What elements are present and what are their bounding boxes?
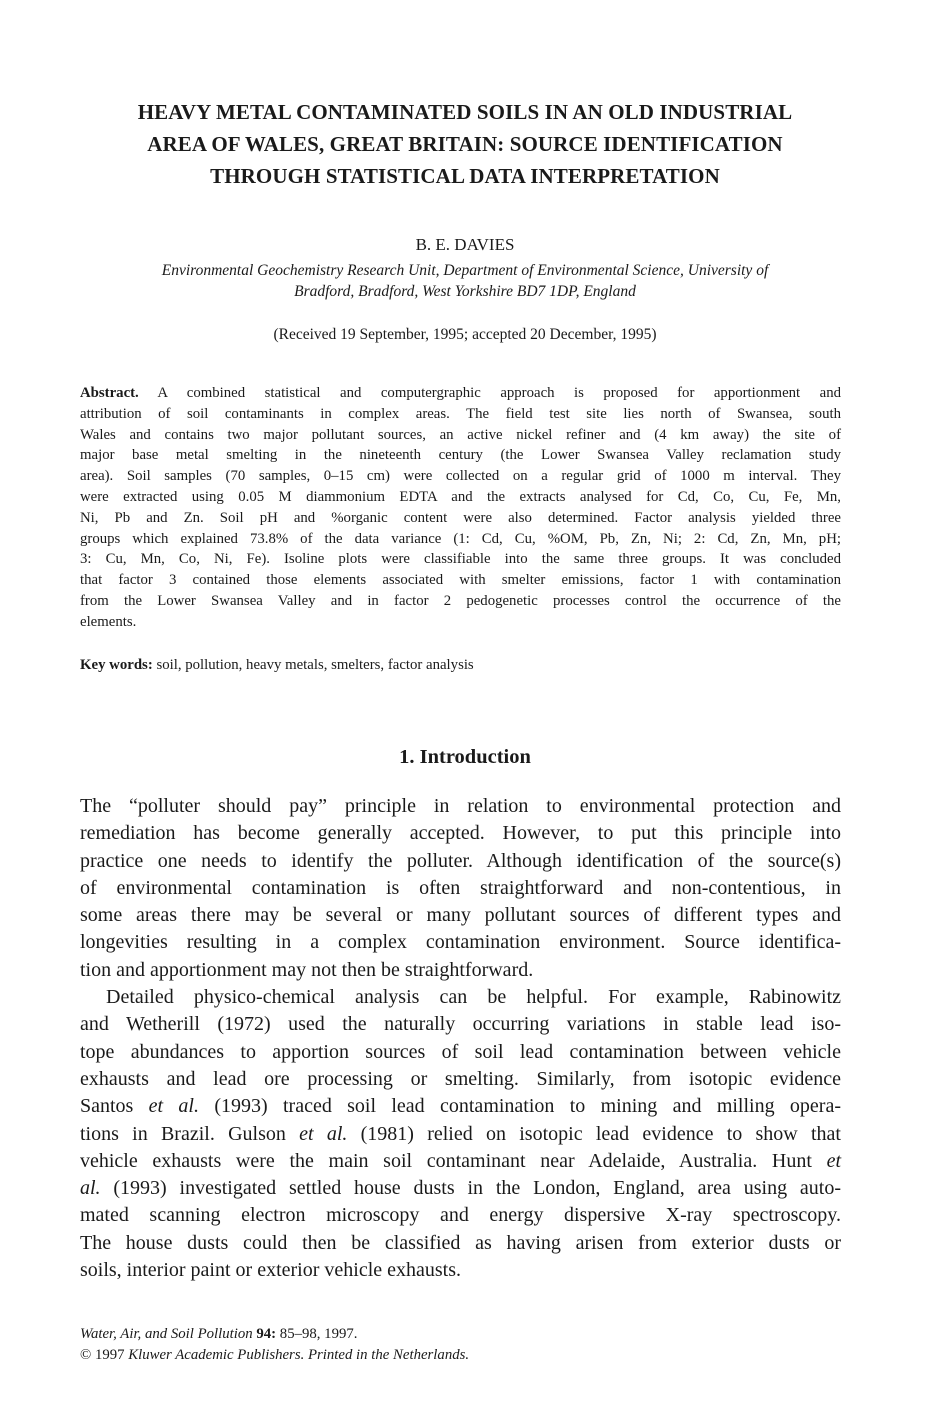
citation-al: al. — [80, 1177, 101, 1200]
keywords — [80, 655, 841, 675]
copyright-line — [80, 1345, 780, 1366]
citation-et: et — [826, 1149, 841, 1172]
received-dates: (Received 19 September, 1995; accepted 20 December, 1995) — [273, 326, 657, 343]
abstract — [80, 383, 841, 633]
abstract-line: were extracted using 0.05 M diammonium EDTA and the extracts analysed for Cd, Co, Cu, Fe, Mn, — [80, 488, 841, 505]
citation-etal: et al. — [299, 1122, 348, 1145]
text-run: vehicle exhausts were the main soil contaminant near Adelaide, Australia. Hunt — [80, 1149, 827, 1172]
paragraph-line — [80, 1148, 841, 1175]
text-run: (1993) traced soil lead contamination to mining and milling opera- — [199, 1095, 842, 1118]
journal-name: Water, Air, and Soil Pollution — [80, 1326, 253, 1342]
abstract-line: Wales and contains two major pollutant sources, an active nickel refiner and (4 km away) the site of — [80, 426, 841, 443]
title-line: THROUGH STATISTICAL DATA INTERPRETATION — [210, 164, 720, 188]
title-line: AREA OF WALES, GREAT BRITAIN: SOURCE IDENTIFICATION — [147, 132, 783, 156]
title-line: HEAVY METAL CONTAMINATED SOILS IN AN OLD INDUSTRIAL — [137, 100, 793, 124]
paragraph-line — [80, 1093, 841, 1120]
abstract-line: groups which explained 73.8% of the data variance (1: Cd, Cu, %OM, Pb, Zn, Ni; 2: Cd, Zn, Mn, pH; — [80, 530, 841, 547]
keywords-text: soil, pollution, heavy metals, smelters, factor analysis — [152, 657, 474, 673]
text-run: (1981) relied on isotopic lead evidence to show that — [347, 1122, 841, 1145]
abstract-line: from the Lower Swansea Valley and in factor 2 pedogenetic processes control the occurrence of the — [80, 592, 841, 609]
paragraph-line: of environmental contamination is often straightforward and non-contentious, in — [80, 876, 841, 899]
keywords-label: Key words: — [80, 657, 153, 673]
abstract-line: 3: Cu, Mn, Co, Ni, Fe). Isoline plots were classifiable into the same three groups. It was concluded — [80, 551, 841, 568]
paper-title — [80, 96, 850, 192]
paragraph-line: soils, interior paint or exterior vehicle exhausts. — [80, 1259, 462, 1282]
journal-citation — [80, 1324, 780, 1345]
author-affiliation — [60, 260, 870, 302]
abstract-line: attribution of soil contaminants in complex areas. The field test site lies north of Swansea, south — [80, 405, 841, 422]
paragraph-line: Detailed physico-chemical analysis can be helpful. For example, Rabinowitz — [106, 986, 841, 1009]
paragraph-line: some areas there may be several or many pollutant sources of different types and — [80, 904, 841, 927]
paragraph-line: exhausts and lead ore processing or smelting. Similarly, from isotopic evidence — [80, 1067, 841, 1090]
abstract-line: major base metal smelting in the nineteenth century (the Lower Swansea Valley reclamation study — [80, 447, 841, 464]
text-run: Santos — [80, 1095, 149, 1118]
abstract-line: that factor 3 contained those elements associated with smelter emissions, factor 1 with contamination — [80, 572, 841, 589]
paragraph-line: tion and apportionment may not then be straightforward. — [80, 958, 534, 981]
publication-footer — [80, 1324, 780, 1365]
journal-pages: 85–98, 1997. — [276, 1326, 358, 1342]
paragraph-line: longevities resulting in a complex contamination environment. Source identifica- — [80, 931, 841, 954]
publisher: Kluwer Academic Publishers. Printed in the Netherlands. — [128, 1346, 470, 1363]
abstract-line: elements. — [80, 613, 137, 630]
abstract-label: Abstract. — [80, 385, 139, 401]
paragraph-line: practice one needs to identify the polluter. Although identification of the source(s) — [80, 849, 841, 872]
journal-volume: 94: — [256, 1326, 277, 1342]
text-run: tions in Brazil. Gulson — [80, 1122, 300, 1145]
body-text — [80, 793, 841, 1284]
abstract-text: A combined statistical and computergraphic approach is proposed for apportionment and — [138, 385, 841, 401]
paragraph-line: The house dusts could then be classified as having arisen from exterior dusts or — [80, 1231, 841, 1254]
copyright-prefix: © 1997 — [80, 1346, 129, 1363]
citation-etal: et al. — [148, 1095, 199, 1118]
abstract-line: area). Soil samples (70 samples, 0–15 cm) were collected on a regular grid of 1000 m interval. They — [80, 468, 841, 485]
paragraph-line — [80, 1121, 841, 1148]
paragraph-line: tope abundances to apportion sources of soil lead contamination between vehicle — [80, 1040, 841, 1063]
paragraph-line: and Wetherill (1972) used the naturally occurring variations in stable lead iso- — [80, 1013, 841, 1036]
paragraph-line: mated scanning electron microscopy and energy dispersive X-ray spectroscopy. — [80, 1204, 841, 1227]
text-run: (1993) investigated settled house dusts in the London, England, area using auto- — [100, 1177, 841, 1200]
affiliation-line: Bradford, Bradford, West Yorkshire BD7 1DP, England — [294, 283, 636, 300]
paragraph-line — [80, 1175, 841, 1202]
paragraph-line: The “polluter should pay” principle in relation to environmental protection and — [80, 795, 841, 817]
abstract-line: Ni, Pb and Zn. Soil pH and %organic content were also determined. Factor analysis yielded three — [80, 509, 841, 526]
paragraph-line: remediation has become generally accepted. However, to put this principle into — [80, 822, 841, 845]
section-heading: 1. Introduction — [399, 746, 531, 768]
abstract-line — [80, 383, 841, 404]
affiliation-line: Environmental Geochemistry Research Unit, Department of Environmental Science, University of — [161, 262, 769, 279]
author-name: B. E. DAVIES — [415, 235, 515, 254]
